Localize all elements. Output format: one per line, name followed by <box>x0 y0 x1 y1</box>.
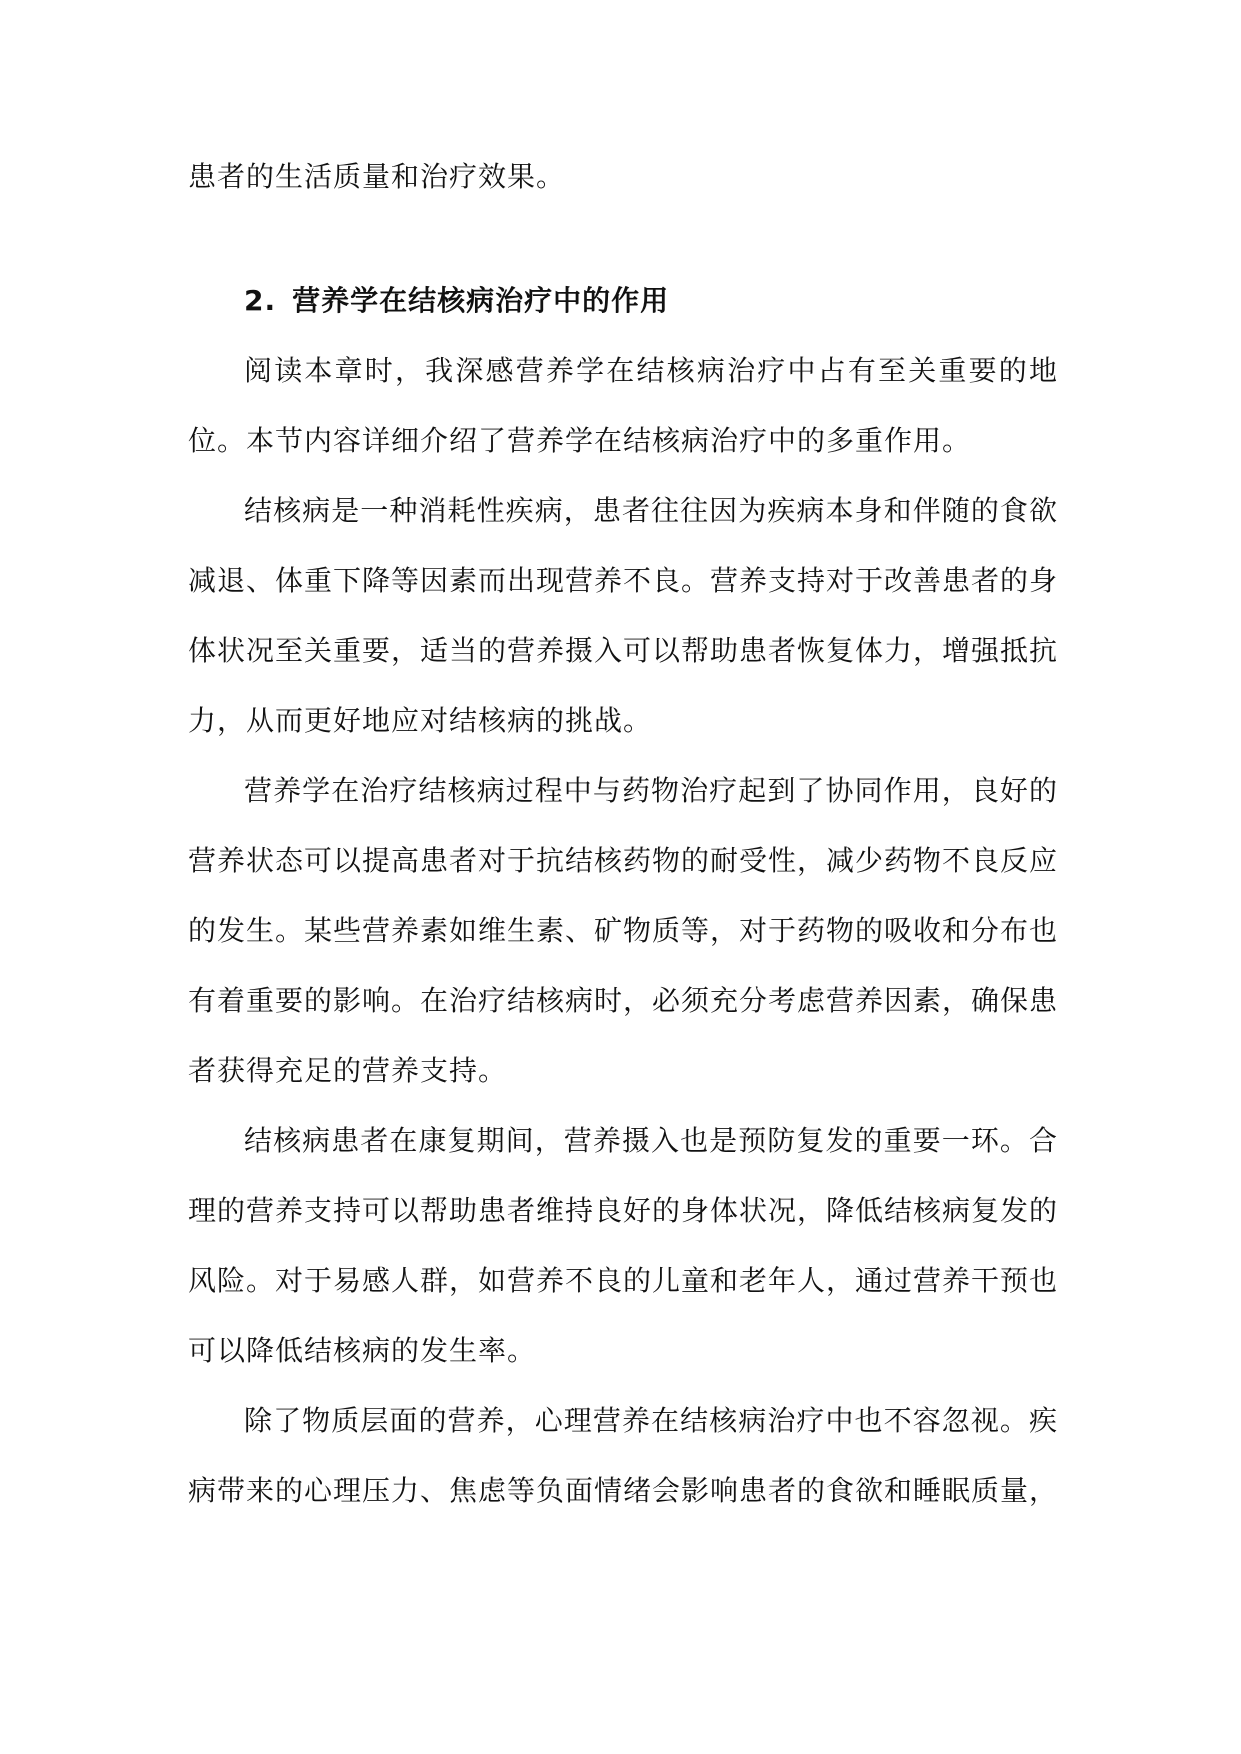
section-heading <box>188 266 1058 336</box>
section-title: 营养学在结核病治疗中的作用 <box>292 284 670 317</box>
paragraph-3: 营养学在治疗结核病过程中与药物治疗起到了协同作用，良好的营养状态可以提高患者对于抗结核药物的耐受性，减少药物不良反应的发生。某些营养素如维生素、矿物质等，对于药物的吸收和分布也有着重要的影响。在治疗结核病时，必须充分考虑营养因素，确保患者获得充足的营养支持。 <box>188 774 1059 1087</box>
paragraph-4: 结核病患者在康复期间，营养摄入也是预防复发的重要一环。合理的营养支持可以帮助患者维持良好的身体状况，降低结核病复发的风险。对于易感人群，如营养不良的儿童和老年人，通过营养干预也可以降低结核病的发生率。 <box>188 1124 1059 1367</box>
document-body <box>188 142 1058 1526</box>
paragraph-1: 阅读本章时，我深感营养学在结核病治疗中占有至关重要的地位。本节内容详细介绍了营养学在结核病治疗中的多重作用。 <box>188 354 1058 457</box>
paragraph-5: 除了物质层面的营养，心理营养在结核病治疗中也不容忽视。疾病带来的心理压力、焦虑等负面情绪会影响患者的食欲和睡眠质量， <box>188 1404 1059 1507</box>
section-number: 2. <box>244 284 277 317</box>
paragraph-2: 结核病是一种消耗性疾病，患者往往因为疾病本身和伴随的食欲减退、体重下降等因素而出现营养不良。营养支持对于改善患者的身体状况至关重要，适当的营养摄入可以帮助患者恢复体力，增强抵抗力，从而更好地应对结核病的挑战。 <box>188 494 1059 737</box>
intro-fragment: 患者的生活质量和治疗效果。 <box>188 160 566 193</box>
